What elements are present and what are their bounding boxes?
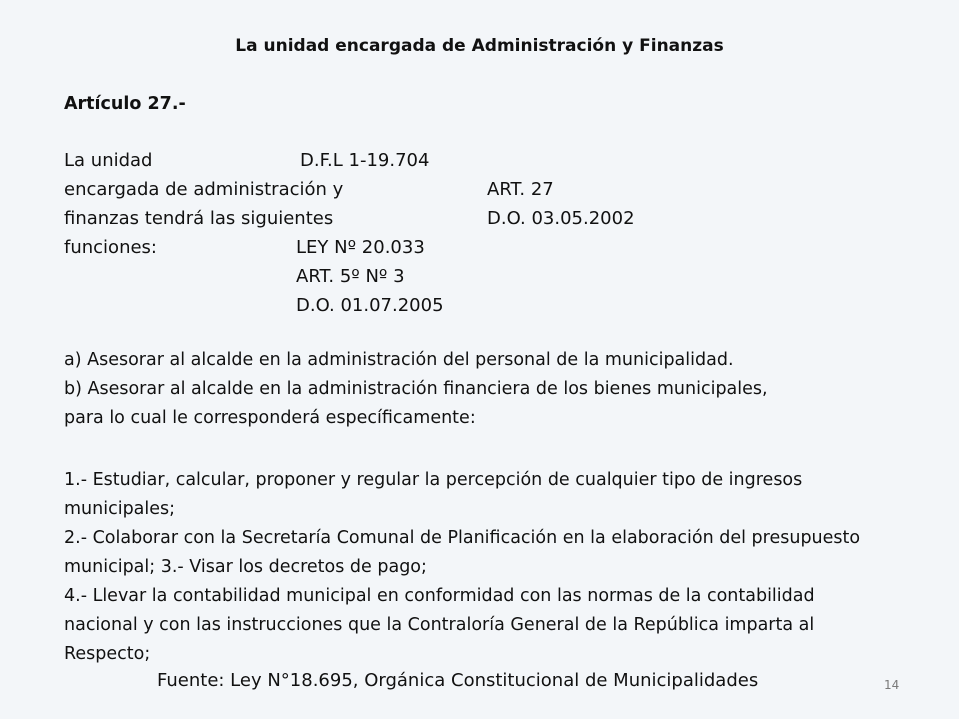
function-list xyxy=(64,346,944,433)
duty-line-1: 1.- Estudiar, calcular, proponer y regular la percepción de cualquier tipo de ingresos xyxy=(64,470,803,490)
duty-line-4: municipal; 3.- Visar los decretos de pago; xyxy=(64,557,427,577)
ref-do-2002: D.O. 03.05.2002 xyxy=(487,208,635,229)
intro-line-1: La unidad xyxy=(64,150,153,171)
function-b-line-1: b) Asesorar al alcalde en la administración financiera de los bienes municipales, xyxy=(64,379,768,399)
slide-title: La unidad encargada de Administración y Finanzas xyxy=(235,36,724,56)
intro-line-4: funciones: xyxy=(64,237,157,258)
source-citation: Fuente: Ley N°18.695, Orgánica Constitucional de Municipalidades xyxy=(157,670,759,691)
duty-line-6: nacional y con las instrucciones que la Contraloría General de la República imparta al xyxy=(64,615,815,635)
intro-line-3: finanzas tendrá las siguientes xyxy=(64,208,334,229)
duty-line-5: 4.- Llevar la contabilidad municipal en conformidad con las normas de la contabilidad xyxy=(64,586,815,606)
ref-art: ART. 5º Nº 3 xyxy=(296,266,405,287)
ref-dfl: D.F.L 1-19.704 xyxy=(300,150,430,171)
ref-art-27: ART. 27 xyxy=(487,179,554,200)
ref-ley: LEY Nº 20.033 xyxy=(296,237,425,258)
duty-line-3: 2.- Colaborar con la Secretaría Comunal de Planificación en la elaboración del presupuesto xyxy=(64,528,861,548)
page-number: 14 xyxy=(884,678,900,692)
article-heading: Artículo 27.- xyxy=(64,94,186,114)
intro-line-2: encargada de administración y xyxy=(64,179,344,200)
function-a: a) Asesorar al alcalde en la administración del personal de la municipalidad. xyxy=(64,350,734,370)
duty-line-2: municipales; xyxy=(64,499,176,519)
duty-line-7: Respecto; xyxy=(64,644,151,664)
specific-duties-list xyxy=(64,466,944,669)
function-b-line-2: para lo cual le corresponderá específicamente: xyxy=(64,408,476,428)
ref-do: D.O. 01.07.2005 xyxy=(296,295,444,316)
